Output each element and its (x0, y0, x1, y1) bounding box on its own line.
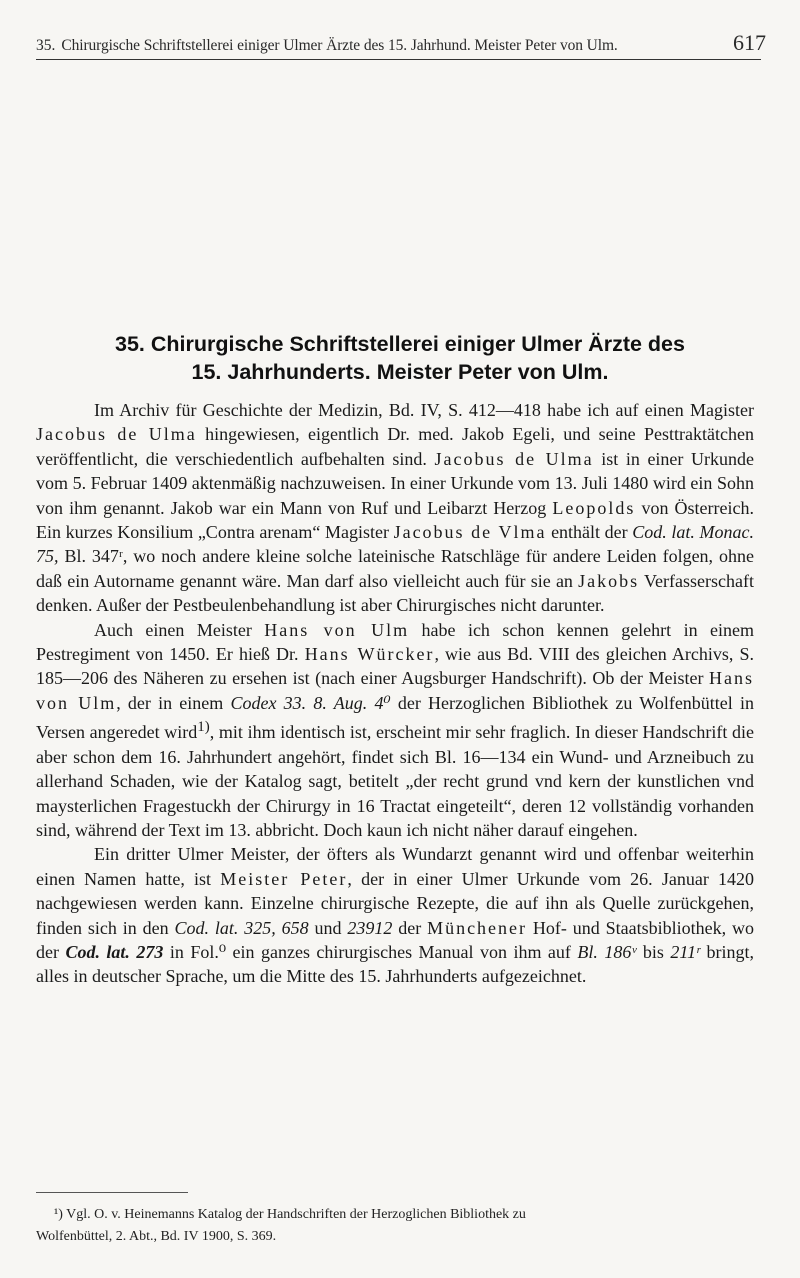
heading-line-1: 35. Chirurgische Schriftstellerei einiger Ulmer Ärzte des (115, 332, 685, 356)
header-rule (36, 59, 761, 60)
codex-reference: Cod. lat. Monac. 75, (36, 522, 754, 567)
running-head-number: 35. (36, 37, 56, 54)
spaced-name: Hans von Ulm (36, 668, 754, 713)
spaced-name: Jakobs (578, 570, 640, 591)
spaced-name: Hans von Ulm (264, 619, 410, 640)
section-heading (60, 330, 740, 386)
spaced-name: Münchener (427, 917, 528, 938)
page-number: 617 (733, 30, 766, 55)
folio-reference: 211ʳ (670, 941, 701, 962)
spaced-name: Hans Würcker (304, 644, 435, 665)
spaced-name: Jacobus de Ulma (36, 424, 197, 445)
codex-reference: Codex 33. 8. Aug. 4⁰ (230, 692, 391, 713)
paragraph-1: Im Archiv für Geschichte der Medizin, Bd. IV, S. 412—418 habe ich auf einen Magister Jacobus de Ulma hingewiesen, eigentlich Dr. med. Jakob Egeli, und seine Pesttraktätchen veröffentlicht, die verschiedentlich aufbehalten sind. Jacobus de Ulma ist in einer Urkunde vom 5. Februar 1409 aktenmäßig nachzuweisen. In einer Urkunde vom 13. Juli 1480 wird ein Sohn von ihm genannt. Jakob war ein Mann von Ruf und Leibarzt Herzog Leopolds von Österreich. Ein kurzes Konsilium „Contra arenam“ Magister Jacobus de Vlma enthält der Cod. lat. Monac. 75, Bl. 347ʳ, wo noch andere kleine solche lateinische Ratschläge für andere Leiden folgen, ohne daß ein Autorname genannt wäre. Man darf also vielleicht auch für sie an Jakobs Verfasserschaft denken. Außer der Pestbeulenbehandlung ist aber Chirurgisches nicht darunter. (36, 400, 755, 616)
footnote-marker: 1) (197, 719, 210, 736)
body-text (36, 398, 754, 989)
footnote-line-1: ¹) Vgl. O. v. Heinemanns Katalog der Handschriften der Herzoglichen Bibliothek zu (54, 1207, 526, 1222)
codex-reference: Cod. lat. 273 (65, 941, 164, 962)
folio-reference: Bl. 186ᵛ (577, 941, 637, 962)
footnote-rule (36, 1192, 188, 1193)
running-head-title: Chirurgische Schriftstellerei einiger Ulmer Ärzte des 15. Jahrhund. Meister Peter von Ulm. (61, 37, 618, 54)
heading-line-2: 15. Jahrhunderts. Meister Peter von Ulm. (191, 360, 609, 384)
codex-reference: Cod. lat. 325, 658 (174, 917, 309, 938)
spaced-name: Leopolds (552, 497, 636, 518)
spaced-name: Jacobus de Ulma (434, 448, 594, 469)
footnote (36, 1204, 760, 1248)
paragraph-2: Auch einen Meister Hans von Ulm habe ich schon kennen gelehrt in einem Pestregiment von 1450. Er hieß Dr. Hans Würcker, wie aus Bd. VIII des gleichen Archivs, S. 185—206 des Näheren zu ersehen ist (nach einer Augsburger Handschrift). Ob der Meister Hans von Ulm, der in einem Codex 33. 8. Aug. 4⁰ der Herzoglichen Bibliothek zu Wolfenbüttel in Versen angeredet wird$^{1)}$, mit ihm identisch ist, erscheint mir sehr fraglich. In dieser Handschrift die aber schon dem 16. Jahrhundert angehört, findet sich Bl. 16—134 ein Wund- und Arzneibuch zu allerhand Schaden, wie der Katalog sagt, betitelt „der recht grund vnd kern der kunstlichen vnd maysterlichen Fragestuckh der Chirurgy in 16 Tractat eingeteilt“, deren 12 vollständig vorhanden sind, während der Text im 13. abbricht. Doch kaun ich nicht näher darauf eingehen. (36, 619, 755, 840)
spaced-name: Meister Peter (220, 868, 348, 889)
paragraph-3: Ein dritter Ulmer Meister, der öfters als Wundarzt genannt wird und offenbar weiterhin einen Namen hatte, ist Meister Peter, der in einer Ulmer Urkunde vom 26. Januar 1420 nachgewiesen werden kann. Einzelne chirurgische Rezepte, die auf ihn als Quelle zurückgehen, finden sich in den Cod. lat. 325, 658 und 23912 der Münchener Hof- und Staatsbibliothek, wo der Cod. lat. 273 in Fol.⁰ ein ganzes chirurgisches Manual von ihm auf Bl. 186ᵛ bis 211ʳ bringt, alles in deutscher Sprache, um die Mitte des 15. Jahrhunderts aufgezeichnet. (36, 844, 755, 987)
footnote-line-2: Wolfenbüttel, 2. Abt., Bd. IV 1900, S. 369. (36, 1229, 277, 1244)
spaced-name: Jacobus de Vlma (393, 522, 547, 543)
running-head (36, 30, 766, 56)
codex-reference: 23912 (347, 917, 393, 938)
